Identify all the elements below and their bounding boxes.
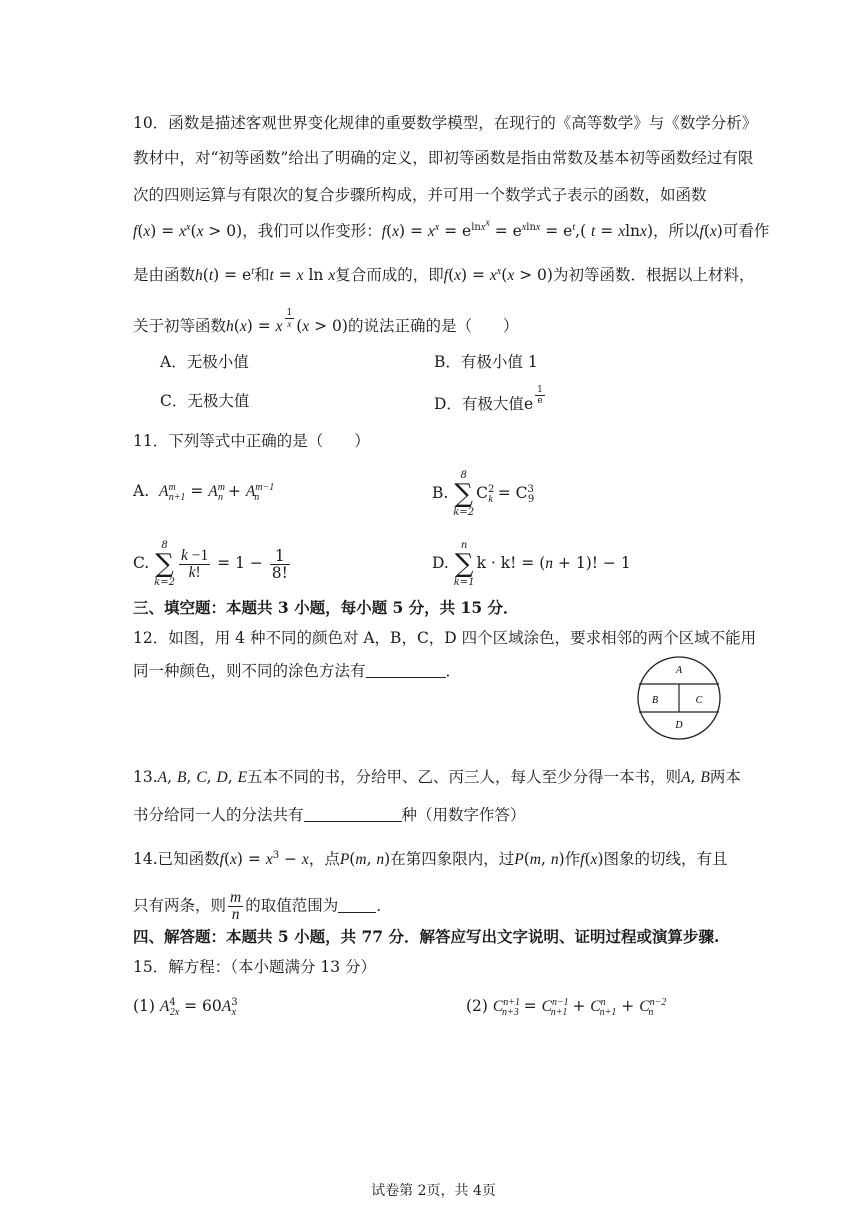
q13-line1: 13.A, B, C, D, E五本不同的书，分给甲、乙、丙三人，每人至少分得一本书，则A, B两本 [133,768,741,786]
q12-line1: 12．如图，用 4 种不同的颜色对 A，B，C，D 四个区域涂色，要求相邻的两个区域不能用 [133,629,757,647]
q11-stem: 11．下列等式中正确的是（ ） [133,432,370,450]
q10-option-c: C．无极大值 [160,392,250,410]
q10-line1: 10．函数是描述客观世界变化规律的重要数学模型，在现行的《高等数学》与《数学分析》 [133,114,758,132]
q13-line2: 书分给同一人的分法共有 种（用数字作答） [133,806,526,824]
q10-line5: 是由函数$h(t) = e^t$和t = x ln x复合而成的，即$f(x) = x^x(x > 0)$为初等函数．根据以上材料， [133,265,755,284]
q11-option-b: B. 8 ∑ k=2 $C^2_k = C^3_9$ [432,470,535,518]
q10-line6: 关于初等函数h(x) = x $^{\frac{1}{x}}$ (x > 0)的说法正确的是（ ） [133,308,519,336]
q13-answer-blank[interactable] [304,805,402,822]
q12-region-diagram [636,655,722,741]
q15-part1: (1) $A^4_{2x} = 60A^3_x$ [133,996,238,1019]
formula-f-def: f [133,223,138,240]
region-label-c: C [695,695,703,706]
region-label-b: B [651,695,659,706]
page-footer: 试卷第 2页，共 4页 [371,1183,496,1199]
q10-line3: 次的四则运算与有限次的复合步骤所构成，并可用一个数学式子表示的函数，如函数 [133,186,707,204]
q14-line1: 14.已知函数$f(x) = x^3 - x$，点P(m, n)在第四象限内，过P(m, n)作f(x)图象的切线，有且 [133,849,728,868]
q14-answer-blank[interactable] [338,896,376,913]
q12-line2: 同一种颜色，则不同的涂色方法有 ． [133,662,462,680]
q12-answer-blank[interactable] [366,661,446,678]
q10-option-a: A．无极小值 [160,353,249,371]
section3-heading: 三、填空题：本题共 3 小题，每小题 5 分，共 15 分． [133,598,519,617]
q11-option-a: A. $A^m_{n+1} = A^m_n + A^{m-1}_n$ [133,481,275,504]
region-label-a: A [675,665,683,676]
q15-part2: (2) $C^{n+1}_{n+3} = C^{n-1}_{n+1} + C^n_{n+1} + C^{n-2}_n$ [466,996,667,1019]
q15-stem: 15．解方程：（本小题满分 13 分） [133,958,377,976]
q10-option-b: B．有极小值 1 [434,353,538,371]
q10-line2: 教材中，对“初等函数”给出了明确的定义，即初等函数是指由常数及基本初等函数经过有限 [133,149,754,167]
q14-line2: 只有两条，则 $\frac{m}{n}$ 的取值范围为 ． [133,889,392,923]
section4-heading: 四、解答题：本题共 5 小题，共 77 分．解答应写出文字说明、证明过程或演算步骤. [133,927,720,946]
q10-option-d: D．有极大值e $^{\frac{1}{e}}$ [434,385,543,414]
q11-option-d: D. n ∑ k=1 k · k! = (n + 1)! − 1 [432,540,631,588]
q10-line4: $f(x) = x^x(x > 0)$，我们可以作变形：$f(x) = x^x = e^{lnx^x} = e^{xlnx} = e^t$,( t = xlnx)，所以f(x)可看作 [133,217,770,240]
q11-option-c: C. 8 ∑ k=2 $\frac{k -1}{k!}$ = 1 − $\frac{1}{8!}$ [133,540,288,588]
formula-transform: f [381,223,387,240]
region-label-d: D [675,720,683,731]
